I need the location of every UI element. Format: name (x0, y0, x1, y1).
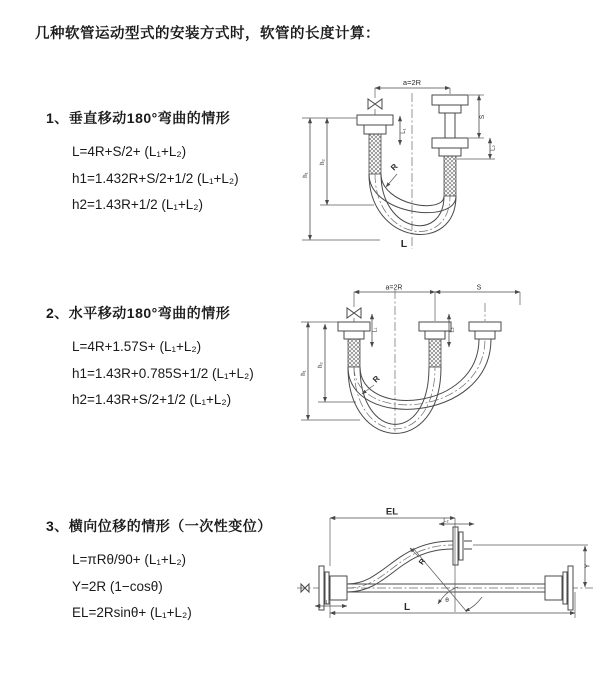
dim-l-label: L (403, 602, 411, 613)
dim-l2-label: L₂ (449, 327, 456, 333)
formula-L: L=πRθ/90+ (L₁+L₂) (72, 552, 187, 567)
section-lateral-displacement (46, 516, 272, 627)
formula-h1: h1=1.432R+S/2+1/2 (L₁+L₂) (72, 170, 239, 186)
diagram-horizontal-bend (298, 283, 596, 445)
dim-a2r (354, 285, 435, 293)
length-label: L (400, 238, 408, 250)
dim-l1-label: L₁ (401, 128, 407, 134)
dim-a2r-label: a=2R (385, 284, 403, 292)
dim-h1 (302, 118, 380, 240)
formula-h2: h2=1.43R+1/2 (L₁+L₂) (72, 197, 204, 212)
diagram-lateral-displacement (295, 500, 600, 650)
dim-l2 (449, 314, 456, 347)
formula-h1: h1=1.43R+0.785S+1/2 (L₁+L₂) (72, 365, 254, 381)
radius-label: R (416, 556, 428, 567)
dim-el (330, 507, 455, 613)
dim-el-label: EL (385, 506, 399, 518)
dim-a2r-label: a=2R (402, 78, 422, 87)
radius-label: R (371, 374, 382, 385)
angle-construction (413, 548, 482, 612)
valve-icon (347, 308, 361, 322)
formula-EL: EL=2Rsinθ+ (L₁+L₂) (72, 605, 192, 620)
dim-l1 (372, 314, 379, 347)
right-flange (469, 322, 501, 339)
diagram-vertical-bend (298, 75, 596, 260)
dim-s-label: S (476, 284, 482, 292)
formula-h2: h2=1.43R+S/2+1/2 (L₁+L₂) (72, 392, 232, 407)
dim-l2-label: L₂ (443, 518, 449, 524)
radius-callout (386, 162, 400, 187)
top-flange (453, 527, 472, 565)
angle-label: θ (445, 597, 449, 604)
hose-u-bends (348, 339, 491, 433)
dim-y (473, 545, 592, 587)
dim-l2 (439, 518, 474, 524)
valve-icon (368, 99, 382, 115)
dim-h1-label: h₁ (303, 172, 309, 178)
dim-s (469, 95, 486, 138)
dim-h2-label: h₂ (320, 159, 326, 165)
page-title: 几种软管运动型式的安装方式时，软管的长度计算： (35, 26, 380, 42)
dim-l2-label: L₂ (490, 145, 497, 151)
dim-s (435, 285, 520, 293)
section-horizontal-bend (46, 303, 254, 414)
left-flange (357, 115, 393, 174)
formula-Y: Y=2R (1−cosθ) (72, 578, 163, 594)
dim-l1-label: L₁ (372, 327, 379, 333)
right-flange (432, 95, 468, 196)
right-flange (545, 566, 573, 610)
dim-h2-label: h₂ (318, 362, 324, 368)
left-flange (338, 322, 370, 367)
radius-callout (410, 548, 428, 566)
formula-L: L=4R+1.57S+ (L₁+L₂) (72, 339, 202, 354)
left-flange (319, 566, 347, 610)
radius-label: R (389, 162, 400, 173)
dim-h1-label: h₁ (301, 370, 307, 376)
dim-l (330, 592, 575, 618)
dim-s-label: S (479, 114, 486, 120)
section-2-heading: 2、水平移动180°弯曲的情形 (46, 305, 231, 321)
section-vertical-bend (46, 108, 239, 219)
formula-L: L=4R+S/2+ (L₁+L₂) (72, 144, 187, 159)
dim-l1-label: L₁ (325, 600, 331, 606)
section-3-heading: 3、横向位移的情形（一次性变位） (46, 518, 272, 534)
hose-u-bend (369, 174, 456, 234)
dim-l1 (400, 116, 407, 145)
section-1-heading: 1、垂直移动180°弯曲的情形 (46, 110, 231, 126)
middle-flange (419, 322, 451, 367)
dim-y-label: Y (584, 563, 592, 569)
